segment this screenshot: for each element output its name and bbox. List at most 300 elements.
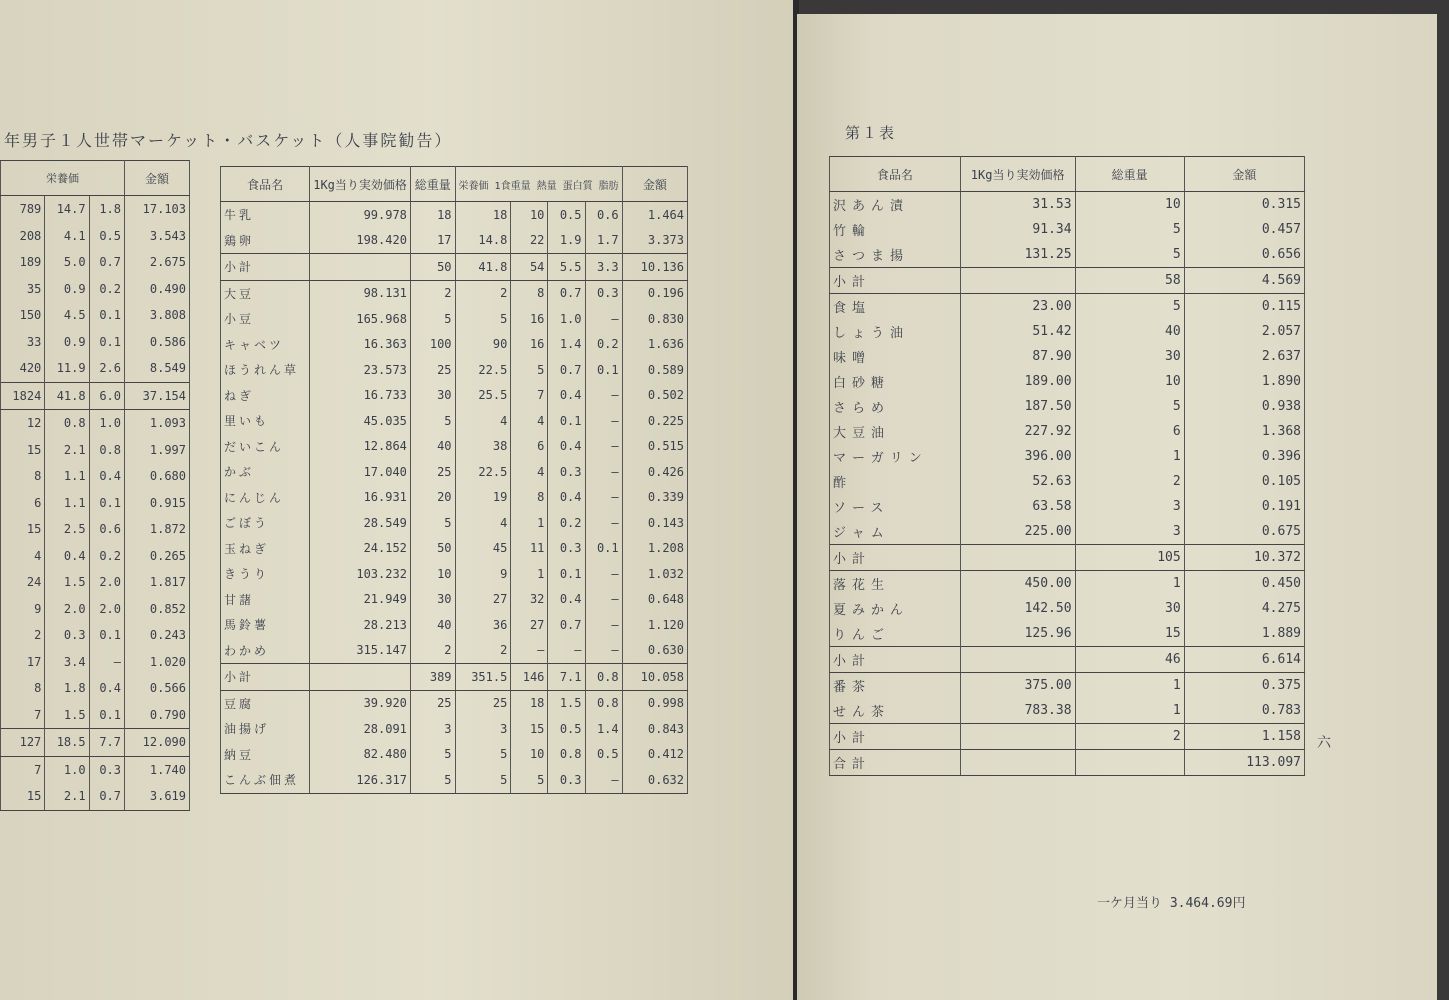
value-cell: 1 [511,510,548,536]
value-cell: 0.1 [89,490,124,517]
value-cell: 0.830 [622,306,687,332]
food-name: ごぼう [221,510,310,536]
partial-row [1,622,190,649]
value-cell: 40 [410,612,455,638]
value-cell: 0.490 [125,276,190,303]
value-cell: 0.2 [585,332,622,358]
value-cell: 5 [1075,394,1184,419]
value-cell: 1.817 [125,569,190,596]
value-cell: 12.090 [125,729,190,757]
partial-row [1,569,190,596]
value-cell: — [585,638,622,664]
header-row [1,161,190,196]
value-cell: 2.6 [89,355,124,382]
value-cell: 2.0 [45,596,89,623]
value-cell: 0.4 [89,463,124,490]
value-cell [960,545,1075,571]
value-cell: 0.4 [548,587,585,613]
value-cell: 5 [511,357,548,383]
value-cell: 5 [410,306,455,332]
value-cell: 33 [1,329,45,356]
food-name: キャベツ [221,332,310,358]
partial-row [1,249,190,276]
value-cell: 0.675 [1184,519,1304,545]
food-name: ほうれん草 [221,357,310,383]
value-cell: — [585,459,622,485]
value-cell: 8 [1,463,45,490]
value-cell: 189 [1,249,45,276]
value-cell: 0.648 [622,587,687,613]
value-cell: 5.0 [45,249,89,276]
column-header: 金額 [1184,157,1304,192]
value-cell: 146 [511,664,548,691]
partial-row [1,702,190,729]
food-row [221,306,688,332]
food-name: 小豆 [221,306,310,332]
food-name: 小計 [830,268,961,294]
value-cell: 1.997 [125,437,190,464]
value-cell: 0.656 [1184,242,1304,268]
value-cell: 0.339 [622,485,687,511]
partial-row [1,675,190,702]
food-row [221,612,688,638]
value-cell: 4.5 [45,302,89,329]
header-row [221,167,688,202]
value-cell: 15 [511,716,548,742]
food-row [830,571,1305,597]
food-name: 小計 [830,647,961,673]
value-cell: 2.0 [89,569,124,596]
value-cell: 25 [455,690,511,716]
value-cell: 0.5 [585,742,622,768]
table-title: 第１表 [845,124,897,142]
food-row [830,242,1305,268]
value-cell [960,647,1075,673]
food-row [830,394,1305,419]
food-row [830,469,1305,494]
food-name: 大豆 [221,280,310,306]
value-cell: 99.978 [310,202,411,228]
value-cell: 1.872 [125,516,190,543]
value-cell: 4.1 [45,223,89,250]
food-name: 竹輪 [830,217,961,242]
value-cell: 0.2 [548,510,585,536]
value-cell: 0.632 [622,767,687,793]
value-cell: 1.7 [585,228,622,254]
value-cell: 0.426 [622,459,687,485]
value-cell: 27 [511,612,548,638]
partial-row [1,223,190,250]
value-cell: 0.680 [125,463,190,490]
value-cell: 0.396 [1184,444,1304,469]
value-cell: 41.8 [455,254,511,281]
value-cell: 20 [410,485,455,511]
value-cell: 103.232 [310,561,411,587]
value-cell: 1.1 [45,490,89,517]
value-cell: 783.38 [960,698,1075,724]
value-cell: 1 [1075,673,1184,699]
value-cell: 0.265 [125,543,190,570]
value-cell: 36 [455,612,511,638]
value-cell: 17 [410,228,455,254]
value-cell: 28.213 [310,612,411,638]
food-row [221,485,688,511]
subtotal-row [221,254,688,281]
left-market-basket-table [220,166,688,794]
value-cell: 45.035 [310,408,411,434]
value-cell: — [585,485,622,511]
value-cell: 1824 [1,382,45,410]
partial-row [1,196,190,223]
food-row [221,383,688,409]
value-cell: 25 [410,357,455,383]
value-cell: 1.5 [45,702,89,729]
value-cell: 126.317 [310,767,411,793]
column-header: 金額 [125,161,190,196]
food-name: 食塩 [830,294,961,320]
value-cell: 0.630 [622,638,687,664]
value-cell: 3 [1075,494,1184,519]
subtotal-row [830,545,1305,571]
food-name: 酢 [830,469,961,494]
partial-row [1,410,190,437]
value-cell: 25.5 [455,383,511,409]
value-cell: 0.515 [622,434,687,460]
value-cell: 131.25 [960,242,1075,268]
food-name: 納豆 [221,742,310,768]
value-cell: 15 [1075,621,1184,647]
value-cell: 1 [1075,571,1184,597]
value-cell: 0.852 [125,596,190,623]
value-cell: 1.4 [548,332,585,358]
food-row [221,638,688,664]
food-name: こんぶ佃煮 [221,767,310,793]
value-cell: 5 [455,767,511,793]
value-cell: 3.3 [585,254,622,281]
value-cell: 1.0 [89,410,124,437]
value-cell: 0.9 [45,276,89,303]
value-cell: 0.998 [622,690,687,716]
value-cell: 450.00 [960,571,1075,597]
value-cell: 0.1 [89,302,124,329]
food-name: 番茶 [830,673,961,699]
value-cell [960,724,1075,750]
value-cell: 63.58 [960,494,1075,519]
value-cell: 18 [455,202,511,228]
partial-row [1,729,190,757]
right-page [797,14,1437,1000]
value-cell: 1.158 [1184,724,1304,750]
food-name: 小計 [830,724,961,750]
value-cell: 2 [1,622,45,649]
value-cell: 7 [1,702,45,729]
value-cell: 0.5 [548,202,585,228]
value-cell: 0.191 [1184,494,1304,519]
value-cell: 0.915 [125,490,190,517]
food-row [221,459,688,485]
food-name: りんご [830,621,961,647]
value-cell: 4 [455,408,511,434]
value-cell: 11.9 [45,355,89,382]
value-cell: 18.5 [45,729,89,757]
value-cell: 113.097 [1184,750,1304,776]
value-cell: 2.057 [1184,319,1304,344]
food-name: 油揚げ [221,716,310,742]
value-cell: 3 [1075,519,1184,545]
value-cell: 0.4 [89,675,124,702]
value-cell: 100 [410,332,455,358]
food-row [221,716,688,742]
value-cell: 6 [511,434,548,460]
value-cell: 18 [511,690,548,716]
value-cell: 1.020 [125,649,190,676]
value-cell: 5 [410,767,455,793]
subtotal-row [830,647,1305,673]
column-header: 1Kg当り実効価格 [960,157,1075,192]
value-cell: 10.058 [622,664,687,691]
food-row [830,444,1305,469]
value-cell: 1.120 [622,612,687,638]
value-cell: 7.7 [89,729,124,757]
value-cell: 0.1 [548,561,585,587]
value-cell: 1 [1075,698,1184,724]
column-header: 栄養価 [1,161,125,196]
food-name: きうり [221,561,310,587]
value-cell: 8.549 [125,355,190,382]
value-cell: 1.208 [622,536,687,562]
value-cell: 40 [410,434,455,460]
value-cell: 0.243 [125,622,190,649]
value-cell: 4 [1,543,45,570]
food-name: わかめ [221,638,310,664]
value-cell: 4.275 [1184,596,1304,621]
value-cell: 0.6 [585,202,622,228]
value-cell: 22 [511,228,548,254]
value-cell: 10 [1075,369,1184,394]
food-row [221,332,688,358]
value-cell: 22.5 [455,357,511,383]
value-cell: 0.8 [89,437,124,464]
value-cell: 10.372 [1184,545,1304,571]
column-header: 総重量 [1075,157,1184,192]
value-cell: 389 [410,664,455,691]
value-cell: 0.783 [1184,698,1304,724]
value-cell: 0.225 [622,408,687,434]
food-row [830,621,1305,647]
food-name: 白砂糖 [830,369,961,394]
value-cell: 0.8 [585,690,622,716]
value-cell: 1.1 [45,463,89,490]
food-name: 豆腐 [221,690,310,716]
value-cell: 1.032 [622,561,687,587]
value-cell: 51.42 [960,319,1075,344]
value-cell: 1.093 [125,410,190,437]
value-cell: 24.152 [310,536,411,562]
value-cell: 105 [1075,545,1184,571]
value-cell: 1.636 [622,332,687,358]
value-cell: 32 [511,587,548,613]
value-cell: 28.091 [310,716,411,742]
value-cell: 0.843 [622,716,687,742]
left-title: 年男子１人世帯マーケット・バスケット（人事院勧告） [4,131,453,150]
food-row [830,419,1305,444]
food-name: 大豆油 [830,419,961,444]
food-row [221,536,688,562]
value-cell: 37.154 [125,382,190,410]
food-name: マーガリン [830,444,961,469]
food-row [221,280,688,306]
value-cell: 0.7 [548,280,585,306]
value-cell: 0.315 [1184,192,1304,218]
value-cell: 0.7 [548,357,585,383]
value-cell: 1 [511,561,548,587]
value-cell: 2 [455,280,511,306]
food-name: せん茶 [830,698,961,724]
value-cell: 1.5 [45,569,89,596]
page-number: 六 [1317,735,1331,751]
partial-row [1,437,190,464]
value-cell: 7 [511,383,548,409]
value-cell: 8 [1,675,45,702]
food-row [221,767,688,793]
value-cell: 14.7 [45,196,89,223]
food-name: 馬鈴薯 [221,612,310,638]
food-name: 小計 [221,664,310,691]
value-cell: 375.00 [960,673,1075,699]
value-cell: 27 [455,587,511,613]
column-header: 1Kg当り実効価格 [310,167,411,202]
partial-row [1,596,190,623]
food-name: 落花生 [830,571,961,597]
value-cell: 0.2 [89,543,124,570]
food-row [221,357,688,383]
value-cell: 0.1 [585,536,622,562]
value-cell: 90 [455,332,511,358]
food-name: ジャム [830,519,961,545]
value-cell: 0.4 [548,383,585,409]
value-cell: 0.586 [125,329,190,356]
value-cell: 165.968 [310,306,411,332]
value-cell: 4 [511,408,548,434]
value-cell: 30 [1075,596,1184,621]
value-cell: 1.368 [1184,419,1304,444]
value-cell: 2.0 [89,596,124,623]
monthly-total-footnote: 一ケ月当り 3.464.69円 [1097,896,1246,911]
value-cell: 0.2 [89,276,124,303]
partial-row [1,355,190,382]
value-cell: 16 [511,306,548,332]
value-cell: 0.8 [45,410,89,437]
value-cell: 17.103 [125,196,190,223]
value-cell: 39.920 [310,690,411,716]
value-cell: 15 [1,437,45,464]
food-name: 夏みかん [830,596,961,621]
value-cell: 5 [1075,217,1184,242]
food-name: 里いも [221,408,310,434]
partial-row [1,382,190,410]
value-cell: — [585,510,622,536]
value-cell: 30 [410,587,455,613]
value-cell: 12.864 [310,434,411,460]
value-cell: 0.7 [89,249,124,276]
value-cell: 0.115 [1184,294,1304,320]
food-row [830,319,1305,344]
value-cell: 0.8 [585,664,622,691]
value-cell: — [585,408,622,434]
value-cell: 22.5 [455,459,511,485]
value-cell: 16 [511,332,548,358]
value-cell: 125.96 [960,621,1075,647]
value-cell: — [585,561,622,587]
value-cell: 2.675 [125,249,190,276]
value-cell: 3.4 [45,649,89,676]
value-cell: 2 [1075,469,1184,494]
value-cell: 18 [410,202,455,228]
value-cell: 14.8 [455,228,511,254]
value-cell: 0.8 [548,742,585,768]
value-cell: 2 [455,638,511,664]
value-cell: 150 [1,302,45,329]
value-cell: 0.4 [548,485,585,511]
value-cell: 0.143 [622,510,687,536]
value-cell: — [585,434,622,460]
partial-row [1,302,190,329]
value-cell: 5 [410,510,455,536]
value-cell: 12 [1,410,45,437]
value-cell: 2 [410,280,455,306]
food-name: だいこん [221,434,310,460]
food-name: にんじん [221,485,310,511]
food-row [221,510,688,536]
column-header: 総重量 [410,167,455,202]
value-cell [960,268,1075,294]
food-row [830,673,1305,699]
value-cell [310,664,411,691]
value-cell: 10 [511,202,548,228]
value-cell: — [511,638,548,664]
value-cell: 5.5 [548,254,585,281]
food-name: かぶ [221,459,310,485]
food-row [830,596,1305,621]
value-cell: 0.1 [585,357,622,383]
value-cell: 6 [1,490,45,517]
value-cell: 3.373 [622,228,687,254]
value-cell: 35 [1,276,45,303]
value-cell: 3 [455,716,511,742]
value-cell: 0.790 [125,702,190,729]
value-cell: 9 [455,561,511,587]
food-row [221,561,688,587]
value-cell: 6 [1075,419,1184,444]
value-cell: 1.8 [89,196,124,223]
partial-table [0,160,190,811]
value-cell: 23.573 [310,357,411,383]
value-cell: 420 [1,355,45,382]
value-cell: 10 [1075,192,1184,218]
food-name: 小計 [830,545,961,571]
value-cell: 4 [511,459,548,485]
value-cell: 98.131 [310,280,411,306]
value-cell: 1.889 [1184,621,1304,647]
food-row [830,519,1305,545]
food-row [830,369,1305,394]
value-cell: 396.00 [960,444,1075,469]
value-cell: — [585,587,622,613]
value-cell: 2 [410,638,455,664]
value-cell: 0.1 [89,702,124,729]
value-cell: 0.412 [622,742,687,768]
value-cell: — [585,306,622,332]
